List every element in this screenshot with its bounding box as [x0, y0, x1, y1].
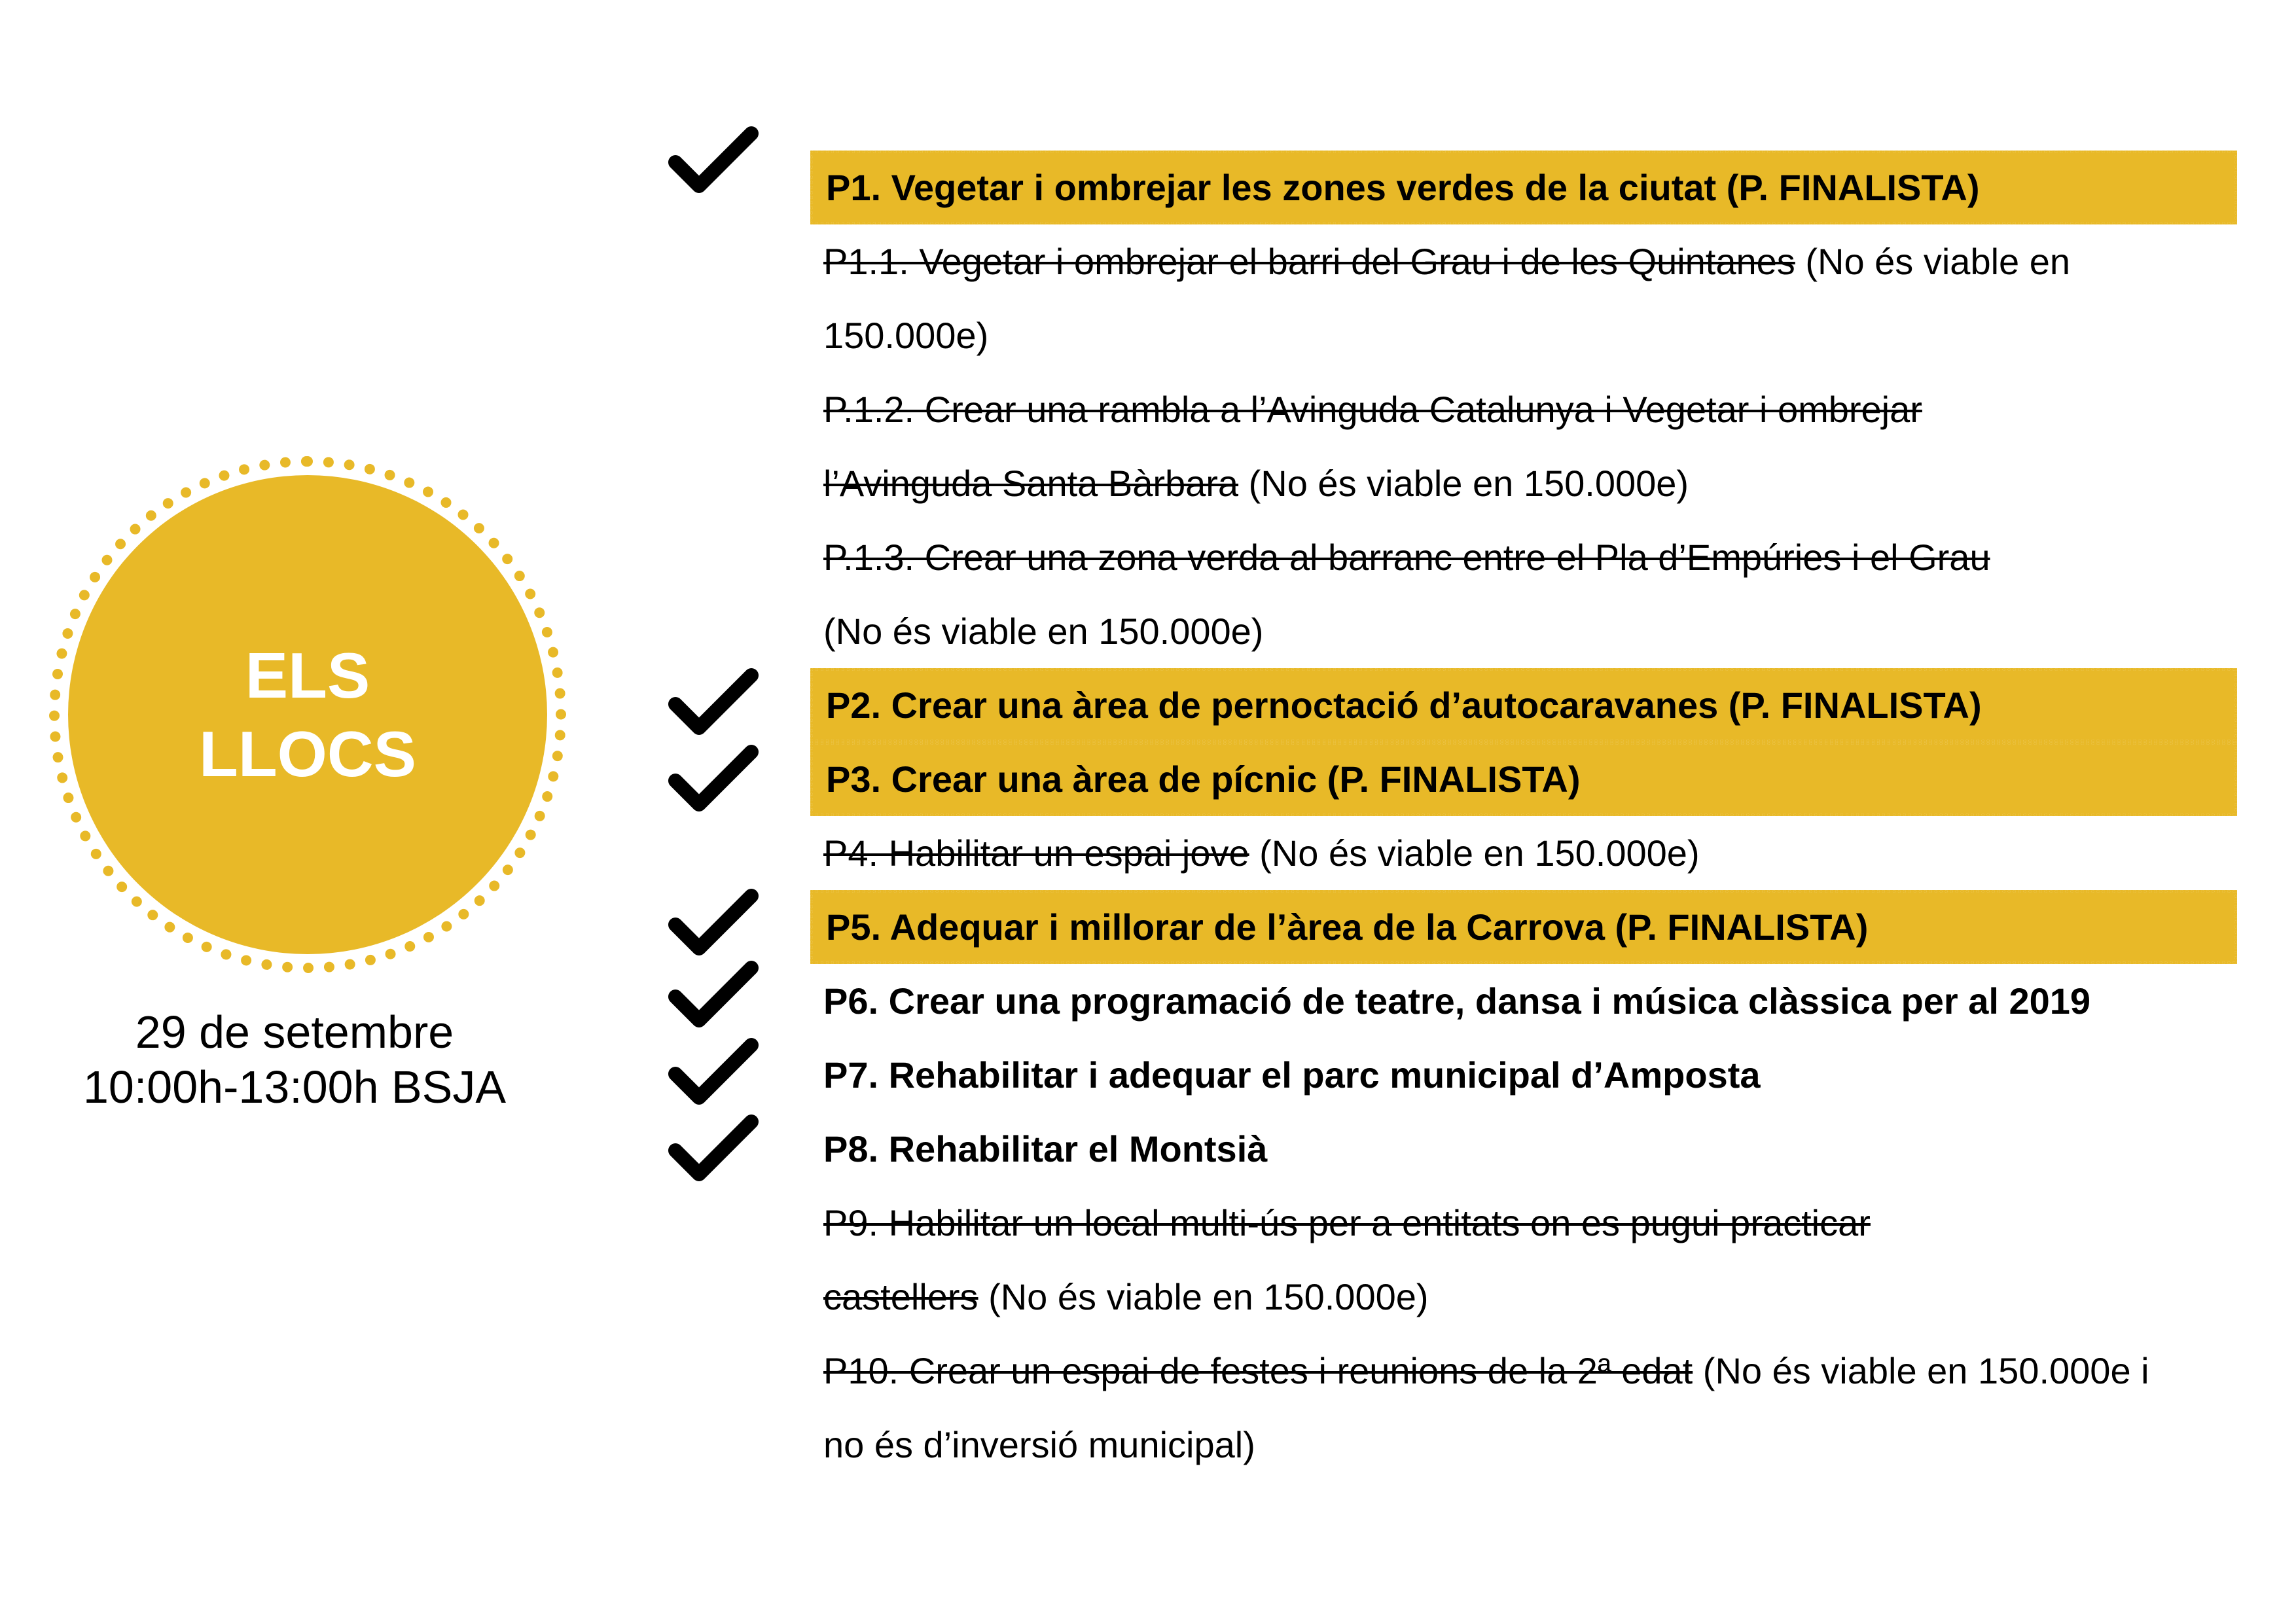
proposal-p4: [810, 816, 2237, 890]
proposal-text: P8. Rehabilitar el Montsià: [823, 1128, 1268, 1169]
rejected-text: l’Avinguda Santa Bàrbara: [823, 463, 1239, 504]
topic-badge: [49, 456, 566, 973]
proposal-text: P6. Crear una programació de teatre, dansa i música clàssica per al 2019: [823, 980, 2091, 1022]
rejected-text: P10. Crear un espai de festes i reunions de la 2ª edat: [823, 1350, 1693, 1391]
proposal-text: P2. Crear una àrea de pernoctació d’autocaravanes (P. FINALISTA): [826, 685, 1982, 726]
proposal-p8: [810, 1112, 2237, 1186]
proposal-note: (No és viable en 150.000e): [1238, 463, 1689, 504]
proposal-p1-1-cont: [810, 298, 2237, 372]
proposal-p1-2: [810, 372, 2237, 446]
proposal-text: P5. Adequar i millorar de l’àrea de la Carrova (P. FINALISTA): [826, 906, 1869, 948]
proposal-note: (No és viable en 150.000e): [978, 1276, 1429, 1317]
proposal-note: (No és viable en 150.000e): [1249, 832, 1700, 874]
check-icon: [668, 1036, 759, 1108]
check-icon: [668, 1113, 759, 1185]
proposal-note: 150.000e): [823, 315, 989, 356]
proposal-p10-cont: [810, 1408, 2237, 1482]
rejected-text: P.1.2. Crear una rambla a l’Avinguda Catalunya i Vegetar i ombrejar: [823, 389, 1922, 430]
proposal-note: (No és viable en 150.000e i: [1693, 1350, 2149, 1391]
proposal-p3: [810, 742, 2237, 816]
check-icon: [668, 124, 759, 196]
rejected-text: P4. Habilitar un espai jove: [823, 832, 1249, 874]
proposal-p1-3-cont: [810, 594, 2237, 668]
proposal-p6: [810, 964, 2237, 1038]
session-date: 29 de setembre: [135, 1007, 454, 1058]
rejected-text: P.1.3. Crear una zona verda al barranc entre el Pla d’Empúries i el Grau: [823, 537, 1990, 578]
proposal-note: (No és viable en: [1795, 241, 2071, 282]
proposal-text: P1. Vegetar i ombrejar les zones verdes de la ciutat (P. FINALISTA): [826, 167, 1980, 208]
proposal-p9-cont: [810, 1260, 2237, 1334]
proposal-p1-3: [810, 520, 2237, 594]
session-info: [0, 1005, 589, 1115]
proposal-p5: [810, 890, 2237, 964]
proposal-note: (No és viable en 150.000e): [823, 611, 1264, 652]
check-icon: [668, 887, 759, 959]
rejected-text: P9. Habilitar un local multi-ús per a entitats on es pugui practicar: [823, 1202, 1871, 1243]
proposal-p7: [810, 1038, 2237, 1112]
proposal-p1-2-cont: [810, 446, 2237, 520]
proposal-text: P3. Crear una àrea de pícnic (P. FINALISTA): [826, 758, 1581, 800]
proposal-p9: [810, 1186, 2237, 1260]
session-time: 10:00h-13:00h BSJA: [82, 1061, 507, 1113]
topic-badge-fill: [68, 475, 547, 954]
badge-line-2: LLOCS: [198, 718, 417, 790]
proposal-note: no és d’inversió municipal): [823, 1424, 1255, 1465]
proposal-p1: [810, 151, 2237, 224]
proposal-p1-1: [810, 224, 2237, 298]
rejected-text: castellers: [823, 1276, 978, 1317]
proposal-p2: [810, 668, 2237, 742]
check-icon: [668, 666, 759, 738]
rejected-text: P1.1. Vegetar i ombrejar el barri del Grau i de les Quintanes: [823, 241, 1795, 282]
proposal-text: P7. Rehabilitar i adequar el parc municipal d’Amposta: [823, 1054, 1761, 1096]
badge-line-1: ELS: [245, 639, 370, 711]
check-icon: [668, 743, 759, 815]
check-icon: [668, 959, 759, 1031]
proposal-list: [810, 151, 2237, 1482]
proposal-p10: [810, 1334, 2237, 1408]
